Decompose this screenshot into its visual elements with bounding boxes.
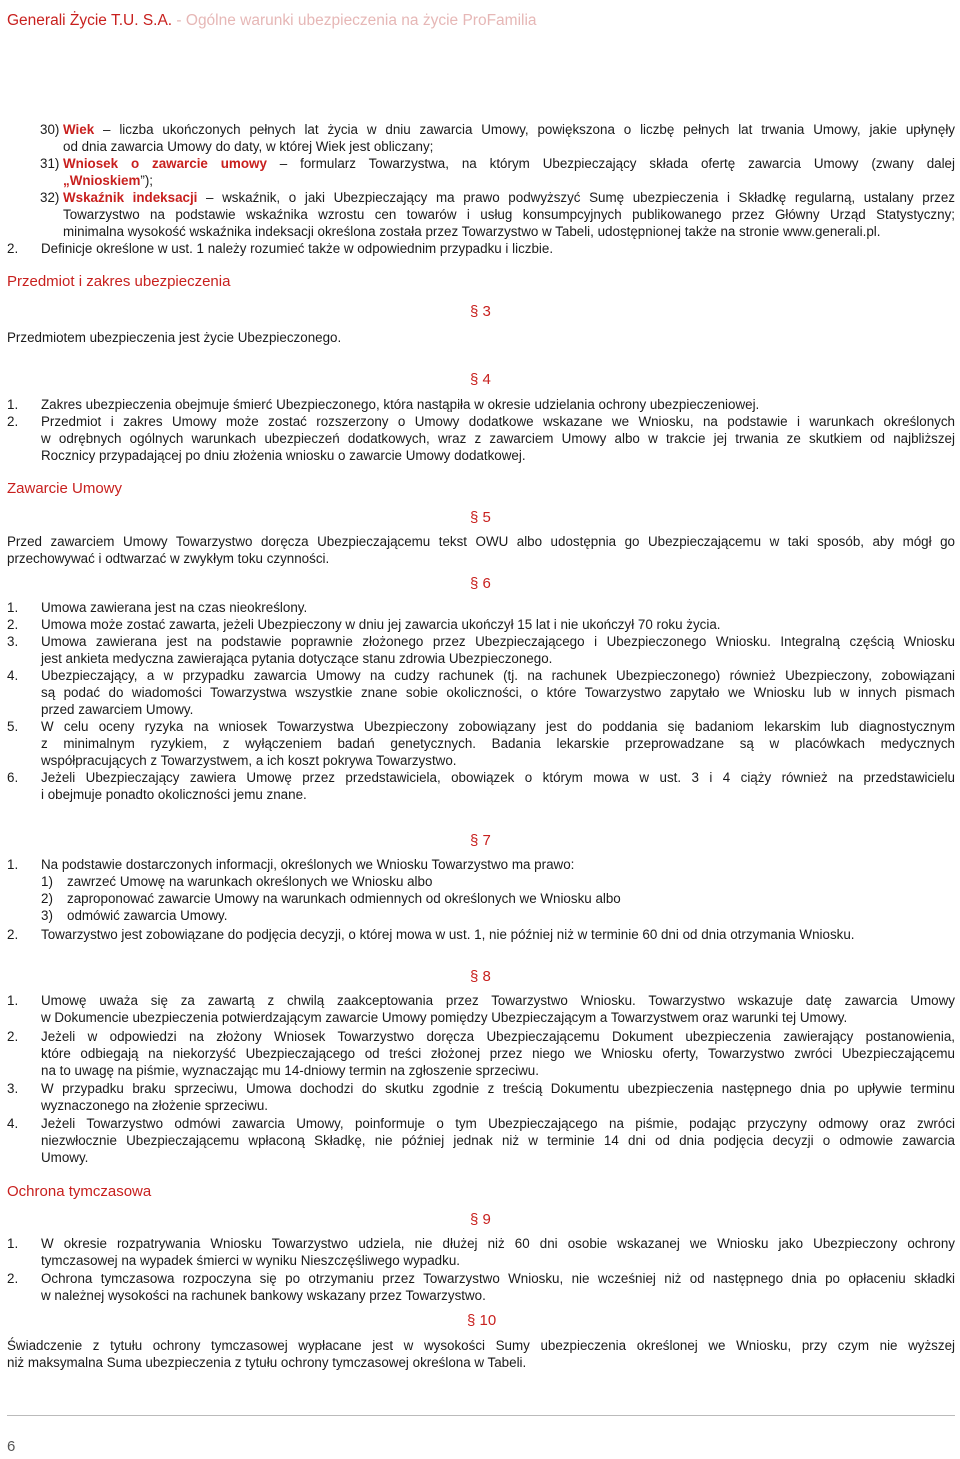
p4-2-line-2: w odrębnych ogólnych warunkach ubezpieczeń dodatkowych, wraz z zawarciem Umowy albo w trakcie jej trwania ze skutkiem od najbliższej — [41, 431, 955, 446]
p6-4-number: 4. — [7, 668, 19, 683]
p8-1-line-1: Umowę uważa się za zawartą z chwilą zaakceptowania przez Towarzystwo Wniosku. Towarzystwo wskazuje datę zawarcia Umowy — [41, 993, 955, 1008]
p6-3-line-1: Umowa zawierana jest na podstawie poprawnie złożonego przez Ubezpieczającego i Ubezpieczonego Wniosku. Integralną częścią Wniosku — [41, 634, 955, 649]
footer-divider — [7, 1415, 955, 1416]
p9-2-line-1: Ochrona tymczasowa rozpoczyna się po otrzymaniu przez Towarzystwo Wniosku, nie wcześniej niż od następnego dnia po opłaceniu składki — [41, 1271, 955, 1286]
def-31-quote-open: „ — [63, 173, 70, 188]
paragraph-10-heading: § 10 — [467, 1312, 497, 1329]
p9-2-number: 2. — [7, 1271, 19, 1286]
paragraph-7-heading: § 7 — [470, 832, 491, 849]
p6-2-number: 2. — [7, 617, 19, 632]
p8-4-line-2: niezwłocznie Ubezpieczającemu wpłaconą Składkę, nie później jednak niż w terminie 14 dni od dnia podjęcia decyzji o odmowie zawarcia — [41, 1133, 955, 1148]
p7-2-text: Towarzystwo jest zobowiązane do podjęcia decyzji, o której mowa w ust. 1, nie później niż w terminie 60 dni od dnia otrzymania Wniosku. — [41, 927, 855, 942]
p7-1-b-text: zaproponować zawarcie Umowy na warunkach odmiennych od określonych we Wniosku albo — [67, 891, 621, 906]
p8-1-number: 1. — [7, 993, 19, 1008]
p6-6-line-2: i obejmuje ponadto okoliczności jemu znane. — [41, 787, 307, 802]
para-2-number: 2. — [7, 241, 19, 256]
p7-1-c-text: odmówić zawarcia Umowy. — [67, 908, 228, 923]
p5-line-1: Przed zawarciem Umowy Towarzystwo doręcza Ubezpieczającemu tekst OWU albo udostępnia go Ubezpieczającemu w taki sposób, aby mógł go — [7, 534, 955, 549]
p6-5-line-1: W celu oceny ryzyka na wniosek Towarzystwa Ubezpieczony zobowiązany jest do poddania się badaniom lekarskim lub diagnostycznym — [41, 719, 955, 734]
p9-2-line-2: w należnej wysokości na rachunek bankowy wskazany przez Towarzystwo. — [41, 1288, 486, 1303]
p8-3-number: 3. — [7, 1081, 19, 1096]
p7-1-c-number: 3) — [41, 908, 53, 923]
def-30-term: Wiek — [63, 122, 95, 137]
p8-3-line-2: wyznaczonego na złożenie sprzeciwu. — [41, 1098, 269, 1113]
p6-4-line-1: Ubezpieczający, a w przypadku zawarcia Umowy na cudzy rachunek (tj. na rachunek Ubezpieczonego) również Ubezpieczony, zobowiązani — [41, 668, 955, 683]
p4-2-number: 2. — [7, 414, 19, 429]
section-heading-subject: Przedmiot i zakres ubezpieczenia — [7, 273, 231, 290]
def-31-text: – formularz Towarzystwa, na którym Ubezpieczający składa ofertę zawarcia Umowy (zwany dalej — [266, 156, 955, 171]
p7-1-number: 1. — [7, 857, 19, 872]
p8-4-line-1: Jeżeli Towarzystwo odmówi zawarcia Umowy, poinformuje o tym Ubezpieczającego na piśmie, podając przyczyny odmowy oraz zwróci — [41, 1116, 955, 1131]
def-31-term-2: Wnioskiem — [69, 173, 141, 188]
p9-1-line-2: tymczasowej na wypadek śmierci w wyniku Nieszczęśliwego wypadku. — [41, 1253, 460, 1268]
def-30-line-2: od dnia zawarcia Umowy do daty, w której Wiek jest obliczany; — [63, 139, 434, 154]
paragraph-6-heading: § 6 — [470, 575, 491, 592]
para-2-text: Definicje określone w ust. 1 należy rozumieć także w odpowiednim przypadku i liczbie. — [41, 241, 554, 256]
p6-5-line-3: współpracujących z Towarzystwem, a ich koszt pokrywa Towarzystwo. — [41, 753, 457, 768]
p7-2-number: 2. — [7, 927, 19, 942]
p7-1-a-number: 1) — [41, 874, 53, 889]
p4-1-number: 1. — [7, 397, 19, 412]
def-31-line-1 — [63, 155, 955, 172]
def-30-number: 30) — [40, 122, 60, 137]
def-32-text: – wskaźnik, o jaki Ubezpieczający ma prawo podwyższyć Sumę ubezpieczenia i Składkę regularną, ustalany przez — [197, 190, 955, 205]
def-32-line-2: Towarzystwo na podstawie wskaźnika wzrostu cen towarów i usług konsumpcyjnych publikowanego przez Główny Urząd Statystyczny; — [63, 207, 955, 222]
p8-2-line-2: które odbiegają na niekorzyść Ubezpieczającego od treści złożonej przez niego we Wniosku oferty, Towarzystwo zwróci Ubezpieczającemu — [41, 1046, 955, 1061]
p4-2-line-1: Przedmiot i zakres Umowy może zostać rozszerzony o Umowy dodatkowe wskazane we Wniosku, na podstawie i warunkach określonych — [41, 414, 955, 429]
p10-line-1: Świadczenie z tytułu ochrony tymczasowej wypłacane jest w wysokości Sumy ubezpieczenia określonej we Wniosku, przy czym nie wyższej — [7, 1338, 955, 1353]
p5-line-2: przechowywać i odtwarzać w zwykłym toku czynności. — [7, 551, 330, 566]
def-31-line-2 — [63, 172, 153, 189]
p6-5-number: 5. — [7, 719, 19, 734]
paragraph-4-heading: § 4 — [470, 371, 491, 388]
document-header — [7, 12, 537, 30]
p8-4-number: 4. — [7, 1116, 19, 1131]
def-32-line-3: minimalna wysokość wskaźnika indeksacji określona została przez Towarzystwo w Tabeli, udostępnionej także na stronie www.generali.pl. — [63, 224, 881, 239]
p6-3-number: 3. — [7, 634, 19, 649]
p6-3-line-2: jest ankieta medyczna zawierająca pytania dotyczące stanu zdrowia Ubezpieczonego. — [41, 651, 553, 666]
p10-line-2: niż maksymalna Suma ubezpieczenia z tytułu ochrony tymczasowej określona w Tabeli. — [7, 1355, 527, 1370]
p8-4-line-3: Umowy. — [41, 1150, 89, 1165]
header-title: - Ogólne warunki ubezpieczenia na życie ProFamilia — [172, 12, 537, 29]
def-32-line-1 — [63, 189, 955, 206]
p8-1-line-2: w Dokumencie ubezpieczenia potwierdzającym zawarcie Umowy pomiędzy Ubezpieczającym a Towarzystwem oraz warunki tej Umowy. — [41, 1010, 848, 1025]
p6-5-line-2: z minimalnym ryzykiem, z wyłączeniem badań genetycznych. Badania lekarskie przeprowadzane są w placówkach medycznych — [41, 736, 955, 751]
p6-6-line-1: Jeżeli Ubezpieczający zawiera Umowę przez przedstawiciela, obowiązek o którym mowa w ust. 3 i 4 ciąży również na przedstawicielu — [41, 770, 955, 785]
def-31-term: Wniosek o zawarcie umowy — [63, 156, 267, 171]
section-heading-contract: Zawarcie Umowy — [7, 480, 123, 497]
def-32-term: Wskaźnik indeksacji — [63, 190, 198, 205]
p8-2-number: 2. — [7, 1029, 19, 1044]
p6-4-line-3: przed zawarciem Umowy. — [41, 702, 194, 717]
paragraph-3-heading: § 3 — [470, 303, 491, 320]
p4-1-text: Zakres ubezpieczenia obejmuje śmierć Ubezpieczonego, która nastąpiła w okresie udzielania ochrony ubezpieczeniowej. — [41, 397, 760, 412]
p8-3-line-1: W przypadku braku sprzeciwu, Umowa dochodzi do skutku zgodnie z treścią Dokumentu ubezpieczenia następnego dnia po upływie terminu — [41, 1081, 955, 1096]
p7-1-text: Na podstawie dostarczonych informacji, określonych we Wniosku Towarzystwo ma prawo: — [41, 857, 575, 872]
def-31-number: 31) — [40, 156, 60, 171]
p6-6-number: 6. — [7, 770, 19, 785]
p9-1-line-1: W okresie rozpatrywania Wniosku Towarzystwo udziela, nie dłużej niż 60 dni osobie wskazanej we Wniosku jako Ubezpieczony ochrony — [41, 1236, 955, 1251]
p7-1-a-text: zawrzeć Umowę na warunkach określonych we Wniosku albo — [67, 874, 433, 889]
p6-1-number: 1. — [7, 600, 19, 615]
def-30-text: – liczba ukończonych pełnych lat życia w dniu zawarcia Umowy, powiększona o liczbę pełnych lat trwania Umowy, jakie upłynęły — [94, 122, 955, 137]
p9-1-number: 1. — [7, 1236, 19, 1251]
paragraph-5-heading: § 5 — [470, 509, 491, 526]
para-3-text: Przedmiotem ubezpieczenia jest życie Ubezpieczonego. — [7, 330, 342, 345]
p6-2-text: Umowa może zostać zawarta, jeżeli Ubezpieczony w dniu jej zawarcia ukończył 15 lat i nie ukończył 70 roku życia. — [41, 617, 721, 632]
paragraph-8-heading: § 8 — [470, 968, 491, 985]
p8-2-line-3: na to uwagę na piśmie, wyznaczając mu 14-dniowy termin na zgłoszenie sprzeciwu. — [41, 1063, 539, 1078]
def-30-line-1 — [63, 121, 955, 138]
paragraph-9-heading: § 9 — [470, 1211, 491, 1228]
section-heading-temporary: Ochrona tymczasowa — [7, 1183, 152, 1200]
header-brand: Generali Życie T.U. S.A. — [7, 12, 173, 29]
p6-1-text: Umowa zawierana jest na czas nieokreślony. — [41, 600, 308, 615]
def-31-quote-close: ”); — [140, 173, 154, 188]
def-32-number: 32) — [40, 190, 60, 205]
p7-1-b-number: 2) — [41, 891, 53, 906]
p4-2-line-3: Rocznicy przypadającej po dniu złożenia wniosku o zawarcie Umowy dodatkowej. — [41, 448, 526, 463]
p8-2-line-1: Jeżeli w odpowiedzi na złożony Wniosek Towarzystwo doręcza Ubezpieczającemu Dokument ubezpieczenia zawierający postanowienia, — [41, 1029, 955, 1044]
page-number: 6 — [7, 1438, 16, 1455]
p6-4-line-2: są podać do wiadomości Towarzystwa wszystkie znane sobie okoliczności, o które Towarzystwo zapytało we Wniosku lub w innych pismach — [41, 685, 955, 700]
